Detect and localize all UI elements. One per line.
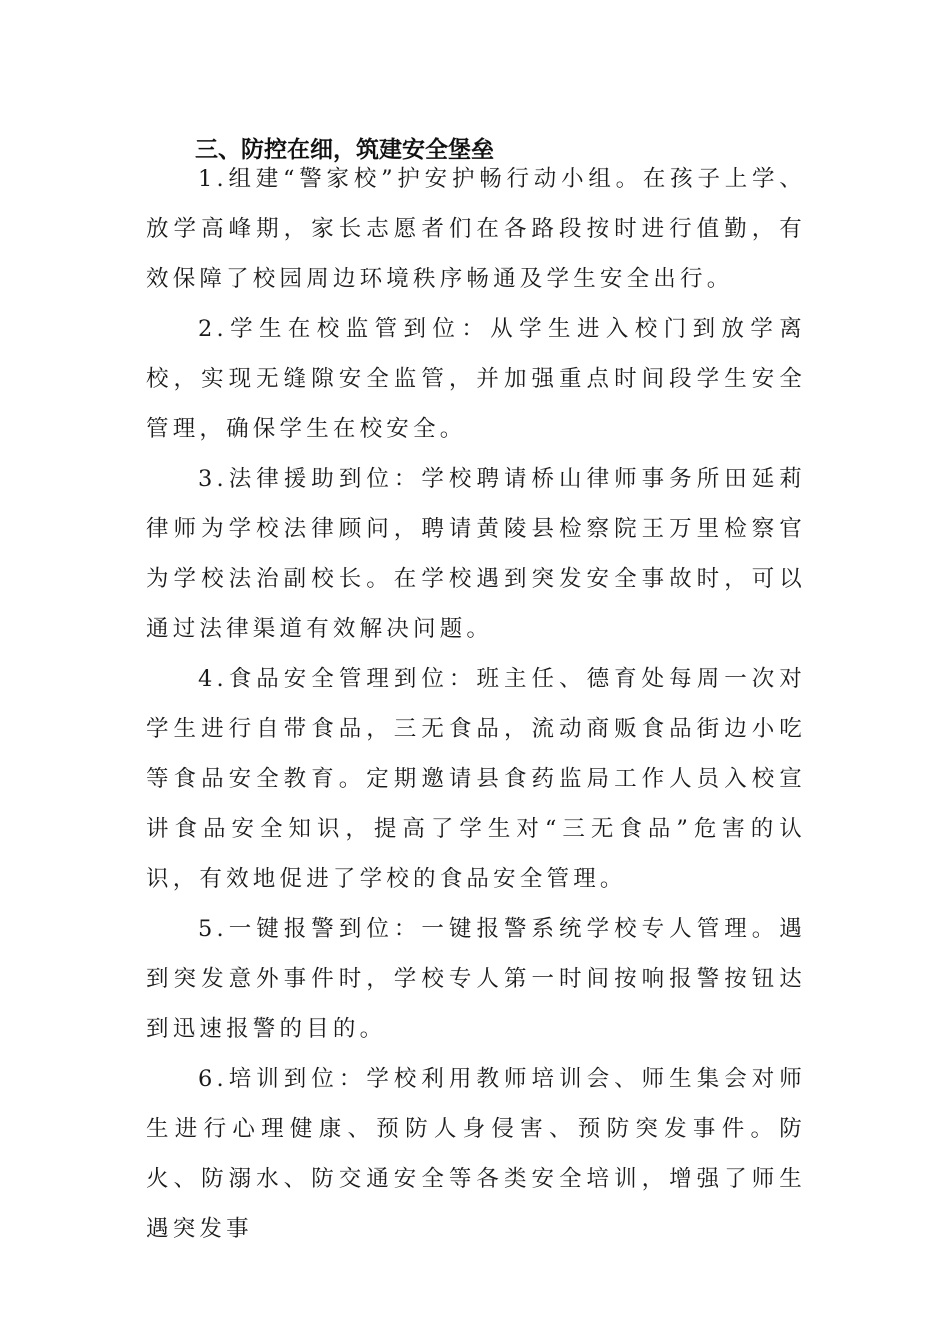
paragraph-3: 3.法律援助到位：学校聘请桥山律师事务所田延莉律师为学校法律顾问，聘请黄陵县检察院王万里检察官为学校法治副校长。在学校遇到突发安全事故时，可以通过法律渠道有效解决问题。 xyxy=(146,466,806,642)
paragraph-5: 5.一键报警到位：一键报警系统学校专人管理。遇到突发意外事件时，学校专人第一时间按响报警按钮达到迅速报警的目的。 xyxy=(146,916,806,1042)
body-text xyxy=(146,154,806,1254)
paragraph-6: 6.培训到位：学校利用教师培训会、师生集会对师生进行心理健康、预防人身侵害、预防突发事件。防火、防溺水、防交通安全等各类安全培训，增强了师生遇突发事 xyxy=(146,1066,806,1242)
paragraph-2: 2.学生在校监管到位：从学生进入校门到放学离校，实现无缝隙安全监管，并加强重点时间段学生安全管理，确保学生在校安全。 xyxy=(146,316,806,442)
section-heading: 三、防控在细，筑建安全堡垒 xyxy=(195,137,494,163)
paragraph-1: 1.组建“警家校”护安护畅行动小组。在孩子上学、放学高峰期，家长志愿者们在各路段按时进行值勤，有效保障了校园周边环境秩序畅通及学生安全出行。 xyxy=(146,166,806,292)
paragraph-4: 4.食品安全管理到位：班主任、德育处每周一次对学生进行自带食品，三无食品，流动商贩食品街边小吃等食品安全教育。定期邀请县食药监局工作人员入校宣讲食品安全知识，提高了学生对“三无食品”危害的认识，有效地促进了学校的食品安全管理。 xyxy=(146,666,806,892)
